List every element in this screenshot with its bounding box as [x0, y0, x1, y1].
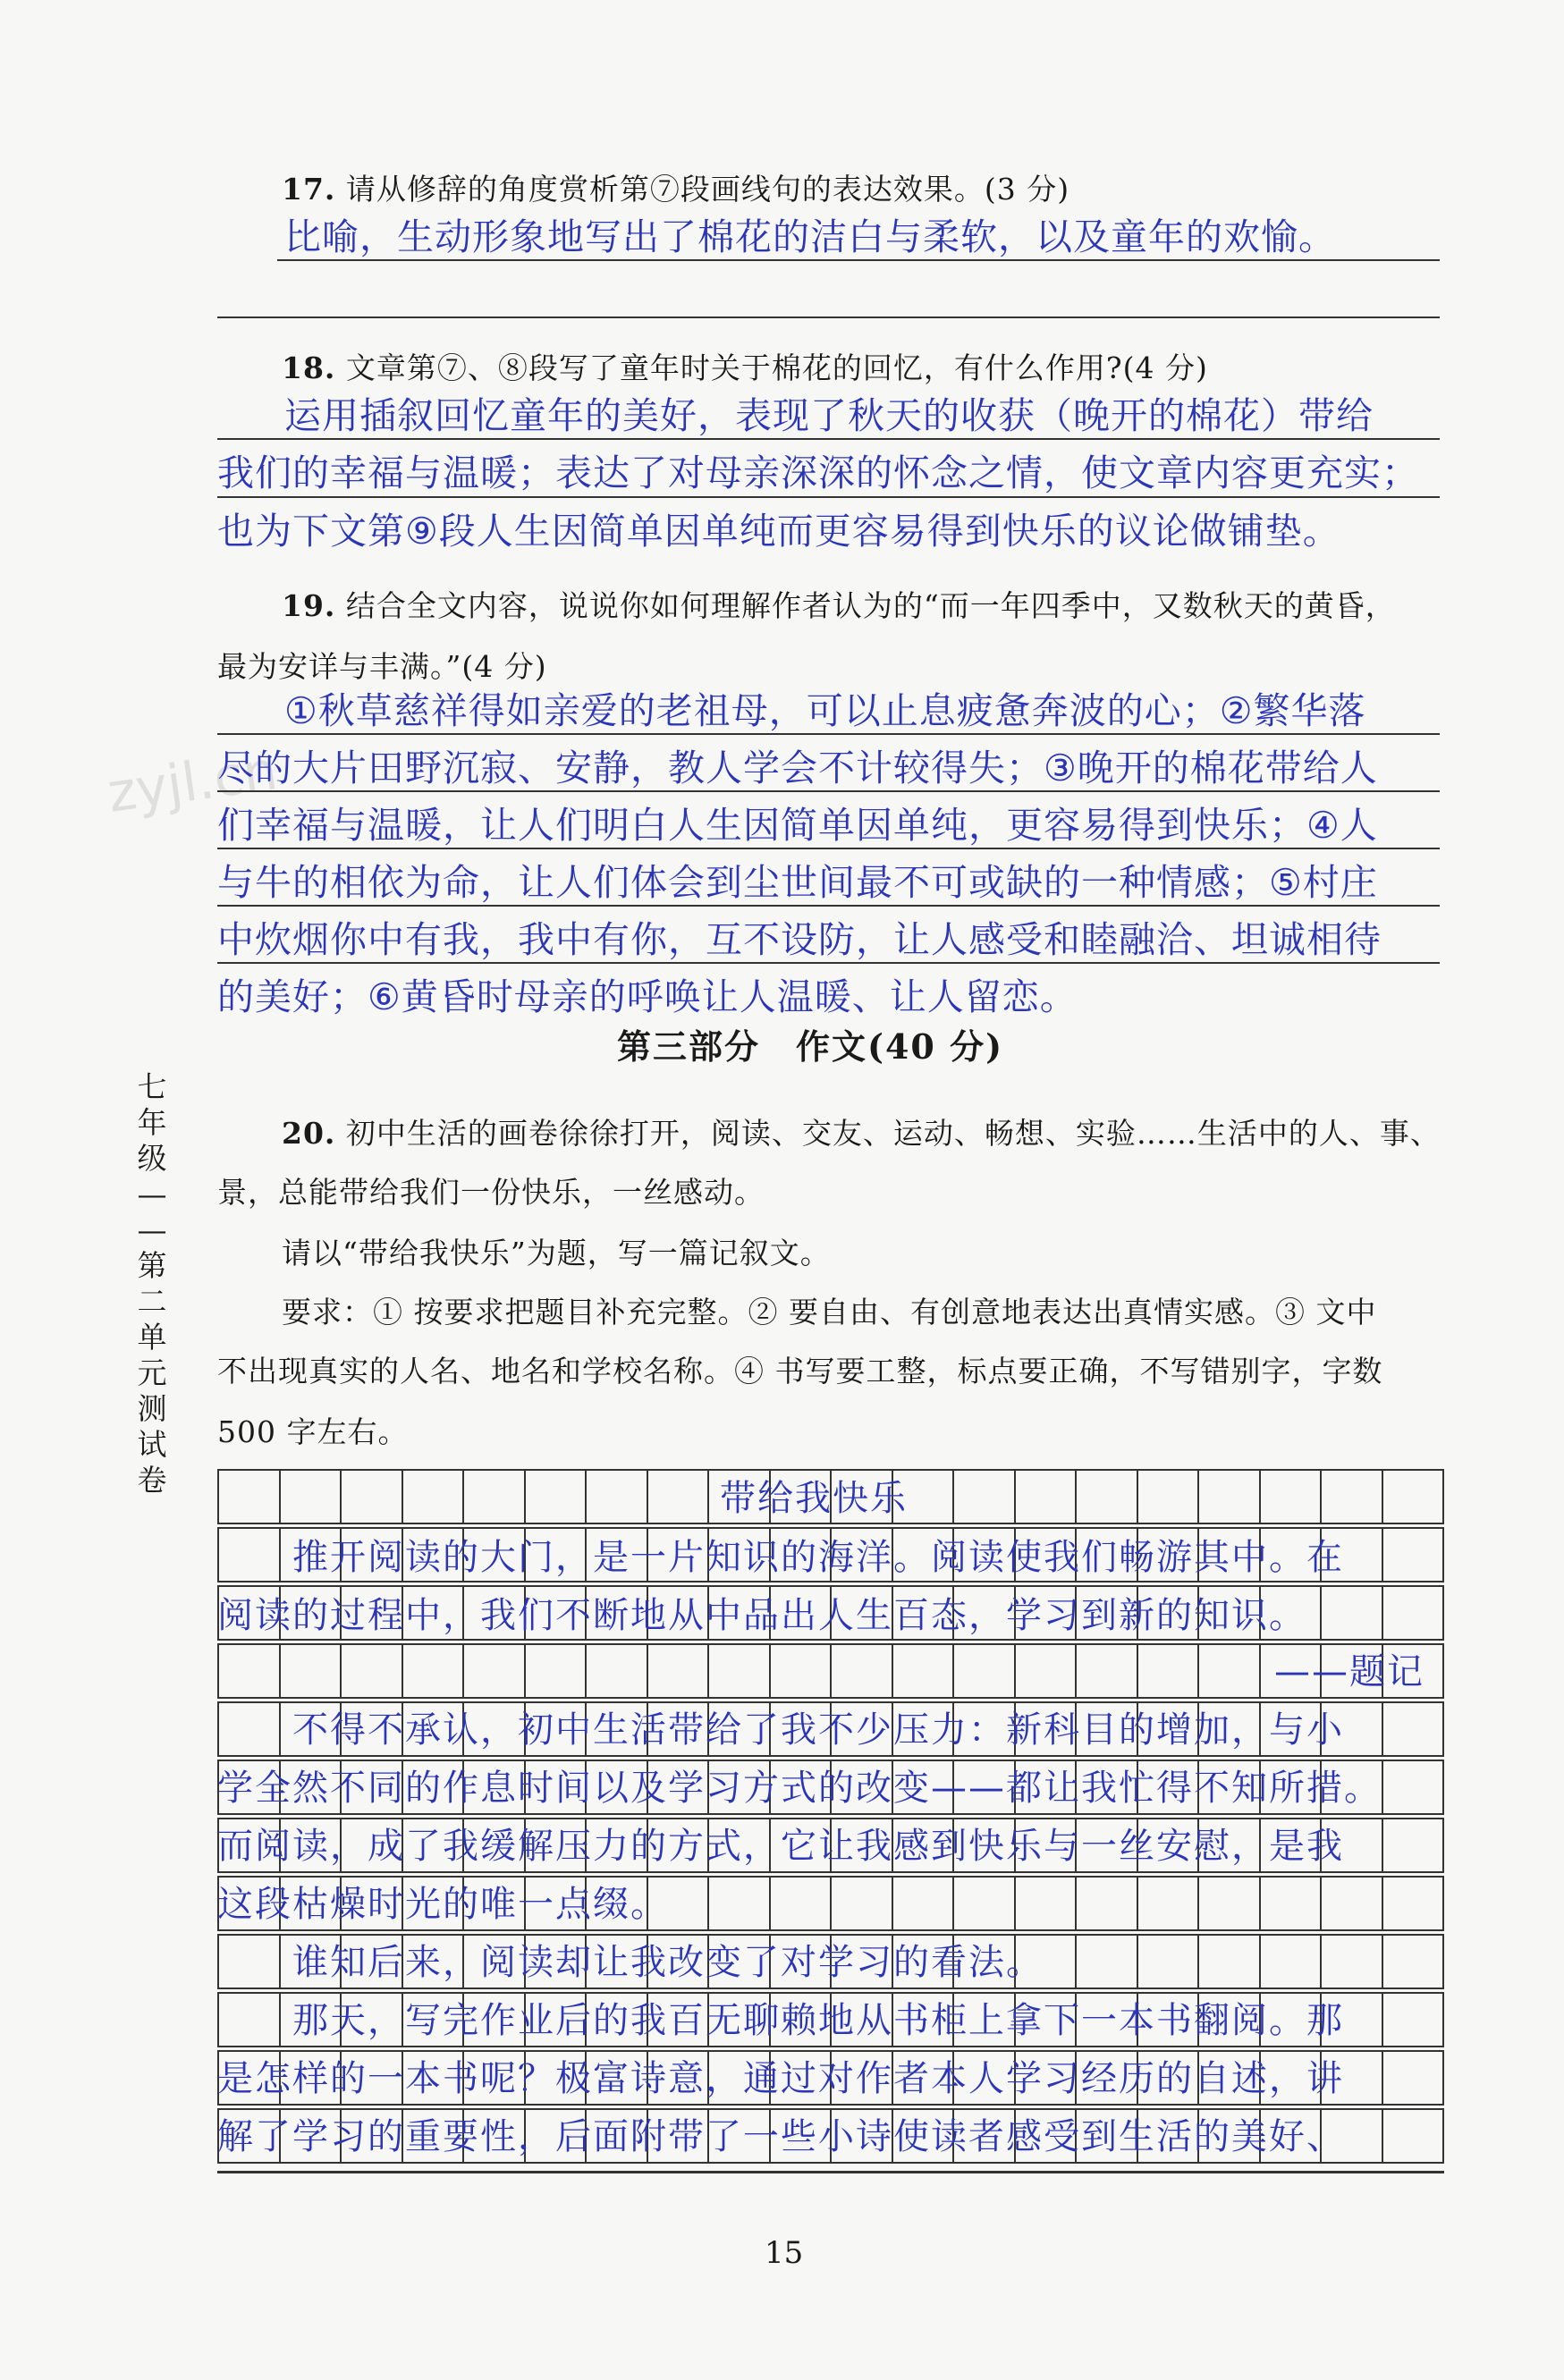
question-20-line: 景，总能带给我们一份快乐，一丝感动。: [217, 1175, 765, 1210]
grid-cell: [954, 1471, 1016, 1523]
grid-cell: [1261, 1878, 1323, 1929]
grid-row: [217, 1643, 1444, 1699]
sidebar-char: 级: [137, 1141, 167, 1176]
grid-cell: [342, 1645, 403, 1697]
answer-line: [217, 962, 1440, 964]
grid-cell: [1383, 2052, 1443, 2104]
grid-cell: [1261, 1936, 1323, 1988]
answer-line: [277, 259, 1440, 261]
grid-cell: [1138, 1471, 1200, 1523]
question-19: [282, 583, 1396, 625]
answer-19-line: 们幸福与温暖，让人们明白人生因简单因单纯，更容易得到快乐；④人: [217, 804, 1378, 847]
answer-19-line: 中炊烟你中有我，我中有你，互不设防，让人感受和睦融洽、坦诚相待: [217, 918, 1382, 961]
sidebar-char: 卷: [137, 1463, 167, 1498]
grid-cell: [526, 1471, 588, 1523]
grid-cell: [1261, 1471, 1323, 1523]
question-19-line2: 最为安详与丰满。”(4 分): [217, 649, 547, 684]
grid-cell: [1383, 1761, 1443, 1813]
question-number: 19.: [282, 588, 336, 623]
question-number: 18.: [282, 350, 336, 385]
grid-cell: [1077, 1936, 1138, 1988]
answer-18-line: 运用插叙回忆童年的美好，表现了秋天的收获（晚开的棉花）带给: [284, 394, 1374, 437]
sidebar-char: —: [137, 1177, 167, 1211]
grid-cell: [771, 1645, 833, 1697]
grid-cell: [1016, 1471, 1078, 1523]
essay-line: 不得不承认，初中生活带给了我不少压力：新科目的增加，与小: [217, 1709, 1344, 1751]
grid-cell: [1383, 1819, 1443, 1871]
grid-cell: [526, 1645, 588, 1697]
grid-cell: [954, 1878, 1016, 1929]
grid-cell: [587, 1471, 648, 1523]
grid-cell: [832, 1878, 893, 1929]
grid-cell: [1383, 1703, 1443, 1755]
grid-cell: [1322, 1471, 1383, 1523]
grid-cell: [709, 1878, 771, 1929]
answer-18-line: 也为下文第⑨段人生因简单因单纯而更容易得到快乐的议论做铺垫。: [217, 510, 1340, 553]
grid-cell: [1016, 1878, 1078, 1929]
grid-cell: [403, 1471, 465, 1523]
sidebar-char: 测: [137, 1391, 167, 1426]
grid-cell: [1199, 1878, 1261, 1929]
grid-cell: [1077, 1645, 1138, 1697]
grid-cell: [1383, 2110, 1443, 2162]
grid-cell: [648, 1471, 710, 1523]
grid-cell: [464, 1645, 526, 1697]
essay-line: 而阅读，成了我缓解压力的方式，它让我感到快乐与一丝安慰，是我: [217, 1826, 1344, 1867]
grid-cell: [1322, 1936, 1383, 1988]
answer-line: [217, 496, 1440, 498]
grid-cell: [1383, 1878, 1443, 1929]
essay-line: 推开阅读的大门，是一片知识的海洋。阅读使我们畅游其中。在: [217, 1537, 1344, 1578]
grid-cell: [587, 1645, 648, 1697]
grid-cell: [1383, 1529, 1443, 1581]
grid-cell: [281, 1471, 342, 1523]
essay-line: 阅读的过程中，我们不断地从中品出人生百态，学习到新的知识。: [217, 1595, 1306, 1636]
grid-cell: [771, 1878, 833, 1929]
answer-line: [217, 848, 1440, 849]
sidebar-char: 二: [137, 1284, 167, 1319]
essay-line: 这段枯燥时光的唯一点缀。: [217, 1884, 668, 1925]
grid-cell: [1077, 1878, 1138, 1929]
essay-title: 带给我快乐: [720, 1478, 908, 1519]
grid-cell: [709, 1645, 771, 1697]
grid-cell: [464, 1471, 526, 1523]
question-20-line: 要求：① 按要求把题目补充完整。② 要自由、有创意地表达出真情实感。③ 文中: [282, 1295, 1377, 1329]
sidebar-char: 第: [137, 1248, 167, 1283]
page-number: 15: [765, 2235, 804, 2271]
answer-19-line: 的美好；⑥黄昏时母亲的呼唤让人温暖、让人留恋。: [217, 975, 1078, 1018]
answer-line: [217, 316, 1440, 318]
sidebar-char: 年: [137, 1105, 167, 1140]
grid-cell: [893, 1645, 955, 1697]
question-number: 17.: [282, 172, 336, 207]
question-20: [282, 1110, 1441, 1152]
grid-cell: [954, 1645, 1016, 1697]
question-18: [282, 345, 1208, 387]
bottom-rule: [217, 2171, 1444, 2173]
question-20-line: 不出现真实的人名、地名和学校名称。④ 书写要工整，标点要正确，不写错别字，字数: [217, 1354, 1383, 1388]
sidebar-char: 单: [137, 1320, 167, 1355]
section-heading: 第三部分 作文(40 分): [617, 1026, 1004, 1067]
grid-cell: [1138, 1645, 1200, 1697]
answer-18-line: 我们的幸福与温暖；表达了对母亲深深的怀念之情，使文章内容更充实；: [217, 452, 1419, 494]
sidebar-char: 元: [137, 1355, 167, 1390]
question-text: 请从修辞的角度赏析第⑦段画线句的表达效果。(3 分): [345, 172, 1070, 207]
answer-line: [217, 438, 1440, 440]
grid-cell: [1199, 1936, 1261, 1988]
grid-cell: [1199, 1645, 1261, 1697]
essay-line: 学全然不同的作息时间以及学习方式的改变——都让我忙得不知所措。: [217, 1768, 1382, 1809]
essay-line: 是怎样的一本书呢？极富诗意，通过对作者本人学习经历的自述，讲: [217, 2058, 1344, 2099]
essay-line: ——题记: [1274, 1651, 1425, 1692]
grid-cell: [1322, 1587, 1383, 1639]
grid-cell: [1383, 1994, 1443, 2046]
grid-cell: [893, 1878, 955, 1929]
answer-line: [217, 733, 1440, 735]
answer-19-line: 与牛的相依为命，让人们体会到尘世间最不可或缺的一种情感；⑤村庄: [217, 861, 1378, 904]
question-20-line: 请以“带给我快乐”为题，写一篇记叙文。: [282, 1236, 831, 1270]
sidebar-char: 七: [137, 1069, 167, 1104]
answer-line: [217, 905, 1440, 907]
grid-cell: [1016, 1645, 1078, 1697]
grid-cell: [403, 1645, 465, 1697]
grid-cell: [1383, 1936, 1443, 1988]
answer-19-line: 尽的大片田野沉寂、安静，教人学会不计较得失；③晚开的棉花带给人: [217, 747, 1378, 789]
question-text: 结合全文内容，说说你如何理解作者认为的“而一年四季中，又数秋天的黄昏，: [345, 588, 1396, 623]
sidebar-label: [134, 1069, 170, 1498]
question-17: [282, 166, 1069, 208]
sidebar-char: 试: [137, 1427, 167, 1462]
sidebar-char: —: [137, 1212, 167, 1247]
answer-19-line: ①秋草慈祥得如亲爱的老祖母，可以止息疲惫奔波的心；②繁华落: [284, 689, 1366, 732]
grid-cell: [1077, 1471, 1138, 1523]
grid-cell: [1138, 1878, 1200, 1929]
essay-line: 解了学习的重要性，后面附带了一些小诗使读者感受到生活的美好、: [217, 2116, 1344, 2157]
grid-cell: [219, 1471, 281, 1523]
grid-cell: [1322, 1878, 1383, 1929]
grid-cell: [342, 1471, 403, 1523]
question-20-line: 500 字左右。: [217, 1414, 409, 1449]
grid-cell: [648, 1645, 710, 1697]
grid-cell: [1199, 1471, 1261, 1523]
grid-cell: [1383, 1587, 1443, 1639]
grid-cell: [1383, 1471, 1443, 1523]
question-number: 20.: [282, 1116, 336, 1151]
question-text: 初中生活的画卷徐徐打开，阅读、交友、运动、畅想、实验……生活中的人、事、: [345, 1116, 1441, 1151]
answer-line: [217, 790, 1440, 792]
watermark: zyjl.cn: [104, 739, 282, 825]
essay-line: 谁知后来，阅读却让我改变了对学习的看法。: [217, 1942, 1044, 1983]
essay-line: 那天，写完作业后的我百无聊赖地从书柜上拿下一本书翻阅。那: [217, 2000, 1344, 2041]
answer-17-line: 比喻，生动形象地写出了棉花的洁白与柔软，以及童年的欢愉。: [284, 215, 1336, 258]
grid-cell: [1138, 1936, 1200, 1988]
grid-cell: [832, 1645, 893, 1697]
question-text: 文章第⑦、⑧段写了童年时关于棉花的回忆，有什么作用?(4 分): [345, 350, 1208, 385]
grid-cell: [281, 1645, 342, 1697]
grid-cell: [219, 1645, 281, 1697]
